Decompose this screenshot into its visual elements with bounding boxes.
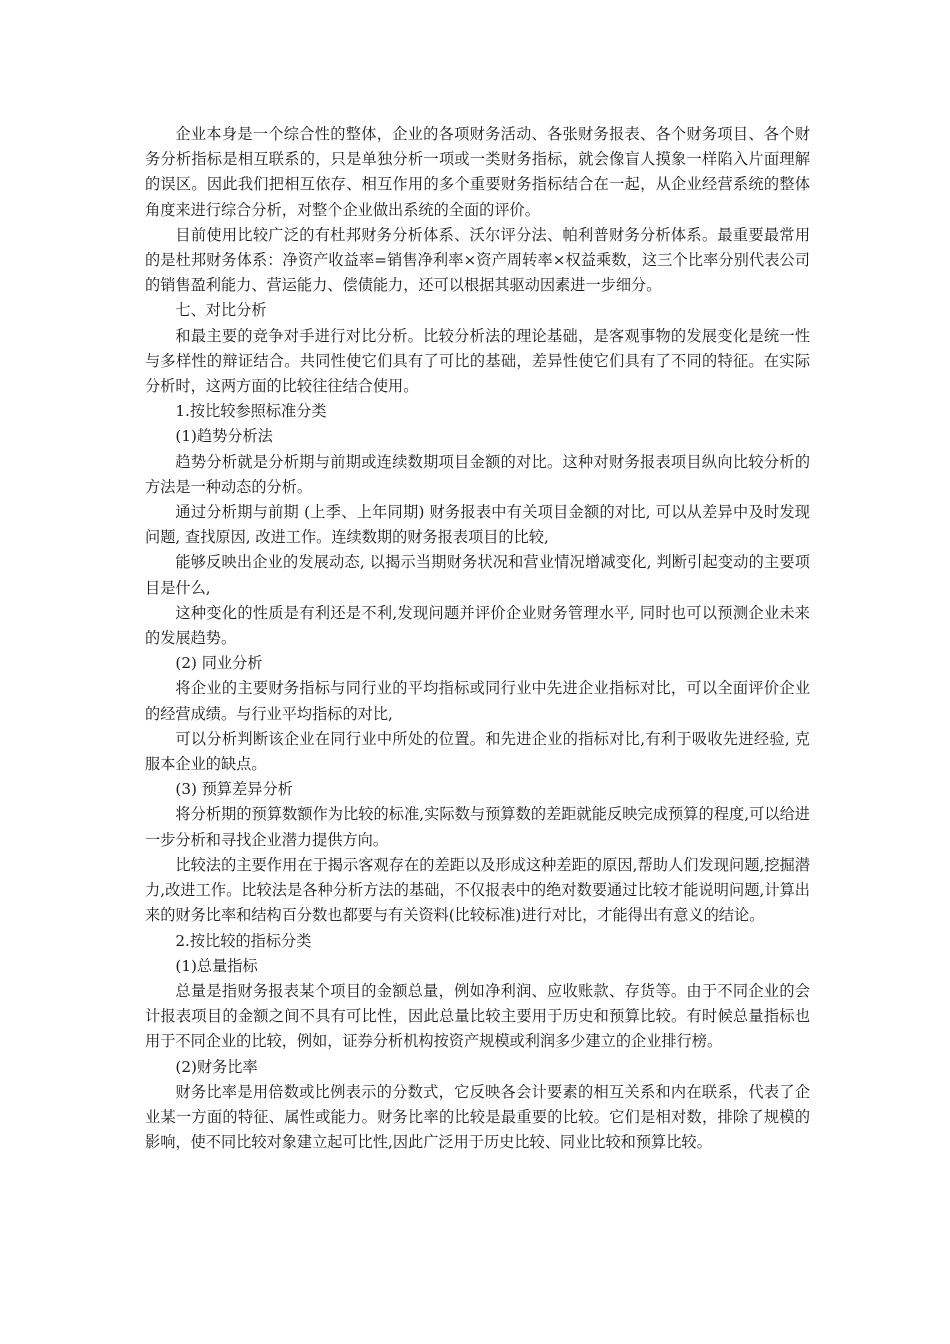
subsection-heading: (2)财务比率 — [175, 1057, 258, 1076]
paragraph: 趋势分析就是分析期与前期或连续数期项目金额的对比。这种对财务报表项目纵向比较分析的方法是一种动态的分析。 — [145, 452, 810, 496]
paragraph: 比较法的主要作用在于揭示客观存在的差距以及形成这种差距的原因,帮助人们发现问题,挖掘潜力,改进工作。比较法是各种分析方法的基础，不仅报表中的绝对数要通过比较才能说明问题,计算出来的财务比率和结构百分数也都要与有关资料(比较标准)进行对比，才能得出有意义的结论。 — [145, 855, 810, 925]
paragraph: 可以分析判断该企业在同行业中所处的位置。和先进企业的指标对比,有利于吸收先进经验, 克服本企业的缺点。 — [145, 729, 810, 774]
subsection-heading: 1.按比较参照标准分类 — [175, 402, 327, 421]
paragraph: 财务比率是用倍数或比例表示的分数式，它反映各会计要素的相互关系和内在联系，代表了企业某一方面的特征、属性或能力。财务比率的比较是最重要的比较。它们是相对数，排除了规模的影响，使不同比较对象建立起可比性,因此广泛用于历史比较、同业比较和预算比较。 — [145, 1082, 810, 1152]
paragraph: 和最主要的竞争对手进行对比分析。比较分析法的理论基础，是客观事物的发展变化是统一性与多样性的辩证结合。共同性使它们具有了可比的基础，差异性使它们具有了不同的特征。在实际分析时，这两方面的比较往往结合使用。 — [145, 326, 810, 396]
paragraph: 将企业的主要财务指标与同行业的平均指标或同行业中先进企业指标对比，可以全面评价企业的经营成绩。与行业平均指标的对比, — [145, 679, 810, 723]
paragraph: 通过分析期与前期 (上季、上年同期) 财务报表中有关项目金额的对比, 可以从差异中及时发现问题, 查找原因, 改进工作。连续数期的财务报表项目的比较, — [145, 503, 810, 547]
paragraph: 总量是指财务报表某个项目的金额总量，例如净利润、应收账款、存货等。由于不同企业的会计报表项目的金额之间不具有可比性，因此总量比较主要用于历史和预算比较。有时候总量指标也用于不同企业的比较，例如，证券分析机构按资产规模或利润多少建立的企业排行榜。 — [145, 981, 810, 1051]
section-heading: 七、对比分析 — [175, 301, 267, 320]
subsection-heading: (1)趋势分析法 — [175, 427, 273, 446]
paragraph: 企业本身是一个综合性的整体，企业的各项财务活动、各张财务报表、各个财务项目、各个财务分析指标是相互联系的，只是单独分析一项或一类财务指标，就会像盲人摸象一样陷入片面理解的误区。因此我们把相互依存、相互作用的多个重要财务指标结合在一起，从企业经营系统的整体角度来进行综合分析，对整个企业做出系统的全面的评价。 — [145, 125, 810, 219]
paragraph: 将分析期的预算数额作为比较的标准,实际数与预算数的差距就能反映完成预算的程度,可以给进一步分析和寻找企业潜力提供方向。 — [145, 805, 810, 849]
subsection-heading: (3) 预算差异分析 — [175, 780, 293, 799]
subsection-heading: 2.按比较的指标分类 — [175, 931, 312, 950]
paragraph: 能够反映出企业的发展动态, 以揭示当期财务状况和营业情况增减变化, 判断引起变动的主要项目是什么, — [145, 553, 810, 597]
subsection-heading: (1)总量指标 — [175, 956, 258, 975]
paragraph: 目前使用比较广泛的有杜邦财务分析体系、沃尔评分法、帕利普财务分析体系。最重要最常用的是杜邦财务体系：净资产收益率=销售净利率×资产周转率×权益乘数，这三个比率分别代表公司的销售盈利能力、营运能力、偿债能力，还可以根据其驱动因素进一步细分。 — [145, 225, 810, 295]
subsection-heading: (2) 同业分析 — [175, 654, 263, 673]
document-body — [145, 122, 810, 1155]
paragraph: 这种变化的性质是有利还是不利,发现问题并评价企业财务管理水平, 同时也可以预测企业未来的发展趋势。 — [145, 603, 810, 648]
